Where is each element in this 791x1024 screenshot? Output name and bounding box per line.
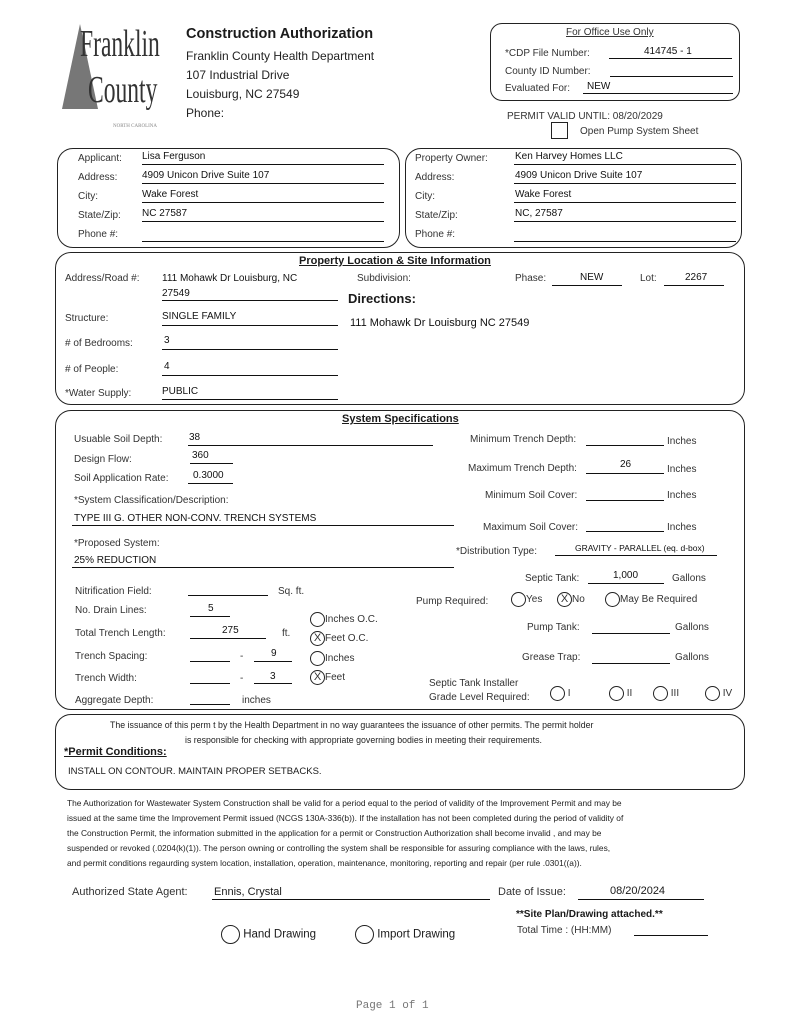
site-address-field[interactable] bbox=[162, 287, 338, 301]
grade-iii-label: III bbox=[670, 688, 680, 700]
trench-length-label: Total Trench Length: bbox=[75, 628, 166, 639]
agent-label: Authorized State Agent: bbox=[72, 886, 188, 898]
min-trench-field[interactable] bbox=[586, 432, 664, 446]
soil-depth-value: 38 bbox=[189, 432, 201, 443]
directions-label: Directions: bbox=[348, 291, 416, 306]
trench-width-dash: - bbox=[240, 673, 244, 684]
soil-depth-label: Usuable Soil Depth: bbox=[74, 434, 163, 445]
installer-label-1: Septic Tank Installer bbox=[429, 678, 519, 689]
aggregate-depth-field[interactable] bbox=[190, 691, 230, 705]
radio-icon bbox=[609, 686, 624, 701]
phase-value: NEW bbox=[580, 272, 604, 283]
width-unit-inches-label: Inches bbox=[325, 653, 355, 665]
department-address1: 107 Industrial Drive bbox=[186, 68, 290, 82]
pump-maybe-label: May Be Required bbox=[620, 594, 698, 606]
department-name: Franklin County Health Department bbox=[186, 49, 375, 63]
bedrooms-field[interactable] bbox=[162, 335, 338, 350]
radio-icon bbox=[511, 592, 526, 607]
applicant-phone-label: Phone #: bbox=[78, 229, 119, 240]
soil-depth-field[interactable] bbox=[188, 432, 433, 446]
owner-statezip-label: State/Zip: bbox=[415, 210, 458, 221]
evaluated-value: NEW bbox=[587, 81, 611, 92]
septic-tank-label: Septic Tank: bbox=[525, 573, 580, 584]
agent-value: Ennis, Crystal bbox=[214, 886, 282, 898]
applicant-value: Lisa Ferguson bbox=[142, 151, 206, 162]
owner-phone-field[interactable] bbox=[514, 226, 736, 242]
legal-line: the Construction Permit, the information submitted in the application for a permit or Construction Authorization shall become invalid , and may be bbox=[67, 828, 602, 838]
directions-value: 111 Mohawk Dr Louisburg NC 27549 bbox=[350, 317, 530, 329]
permit-notice-line1: The issuance of this perm t by the Health Department in no way guarantees the issuance of other permits. The permit holder bbox=[110, 720, 594, 730]
septic-tank-value: 1,000 bbox=[613, 570, 639, 581]
proposed-system-label: *Proposed System: bbox=[74, 538, 160, 549]
min-trench-label: Minimum Trench Depth: bbox=[470, 434, 577, 445]
pump-tank-unit: Gallons bbox=[675, 622, 709, 633]
grade-level-iii[interactable] bbox=[653, 686, 679, 701]
lot-value: 2267 bbox=[685, 272, 708, 283]
applicant-phone-field[interactable] bbox=[142, 226, 384, 242]
trench-spacing-value: 9 bbox=[271, 648, 277, 659]
trench-spacing-label: Trench Spacing: bbox=[75, 651, 148, 662]
people-field[interactable] bbox=[162, 361, 338, 376]
grease-trap-field[interactable] bbox=[592, 650, 670, 664]
applicant-address-value: 4909 Unicon Drive Suite 107 bbox=[142, 170, 270, 181]
radio-icon bbox=[355, 925, 374, 944]
cdp-label: *CDP File Number: bbox=[505, 48, 590, 59]
logo-county: County bbox=[88, 69, 158, 111]
legal-text bbox=[67, 796, 727, 871]
trench-width-min-field[interactable] bbox=[190, 670, 230, 684]
evaluated-label: Evaluated For: bbox=[505, 83, 571, 94]
people-value: 4 bbox=[164, 361, 170, 372]
applicant-label: Applicant: bbox=[78, 153, 122, 164]
pump-required-no[interactable] bbox=[557, 592, 585, 607]
legal-line: suspended or revoked (.0204(k)(1)). The person owning or controlling the system shall be responsible for assuring compliance with the laws, rules, bbox=[67, 843, 611, 853]
date-of-issue-value: 08/20/2024 bbox=[610, 885, 666, 897]
spacing-unit-inches-oc-label: Inches O.C. bbox=[325, 614, 378, 626]
logo-subtitle: NORTH CAROLINA bbox=[113, 124, 158, 129]
trench-width-label: Trench Width: bbox=[75, 673, 137, 684]
page-title: Construction Authorization bbox=[186, 26, 374, 42]
legal-line: issued at the same time the Improvement Permit issued (NCGS 130A-336(b)). If the installation has not been completed during the period of validity of bbox=[67, 813, 624, 823]
system-specs-title: System Specifications bbox=[342, 413, 459, 425]
import-drawing-option[interactable] bbox=[355, 925, 455, 944]
site-info-title: Property Location & Site Information bbox=[299, 255, 491, 267]
nitrification-unit: Sq. ft. bbox=[278, 586, 305, 597]
width-unit-feet-label: Feet bbox=[325, 672, 346, 684]
trench-spacing-min-field[interactable] bbox=[190, 648, 230, 662]
date-of-issue-label: Date of Issue: bbox=[498, 886, 566, 898]
pump-yes-label: Yes bbox=[526, 594, 543, 606]
radio-checked-icon: X bbox=[557, 592, 572, 607]
site-address-line1: 111 Mohawk Dr Louisburg, NC bbox=[162, 273, 298, 284]
classification-label: *System Classification/Description: bbox=[74, 495, 229, 506]
radio-icon bbox=[653, 686, 668, 701]
cdp-value: 414745 - 1 bbox=[644, 46, 692, 57]
max-trench-unit: Inches bbox=[667, 464, 697, 475]
trench-length-value: 275 bbox=[222, 625, 239, 636]
department-address2: Louisburg, NC 27549 bbox=[186, 87, 300, 101]
total-time-label: Total Time : (HH:MM) bbox=[517, 925, 612, 936]
spacing-unit-inches-oc[interactable] bbox=[310, 612, 378, 627]
legal-line: and permit conditions regaurding system location, installation, operation, maintenance, monitoring, reporting and repair (per rule .0301((a)). bbox=[67, 858, 582, 868]
drain-lines-value: 5 bbox=[208, 603, 214, 614]
page-number: Page 1 of 1 bbox=[356, 1000, 429, 1012]
open-pump-sheet-checkbox[interactable] bbox=[551, 122, 568, 139]
trench-length-unit: ft. bbox=[282, 628, 291, 639]
design-flow-value: 360 bbox=[192, 450, 209, 461]
classification-value: TYPE III G. OTHER NON-CONV. TRENCH SYSTEMS bbox=[74, 513, 317, 524]
pump-required-label: Pump Required: bbox=[416, 596, 489, 607]
total-time-field[interactable] bbox=[634, 922, 708, 936]
radio-icon bbox=[310, 612, 325, 627]
nitrification-label: Nitrification Field: bbox=[75, 586, 152, 597]
owner-city-value: Wake Forest bbox=[515, 189, 572, 200]
office-use-title: For Office Use Only bbox=[566, 27, 654, 38]
phase-label: Phase: bbox=[515, 273, 547, 284]
pump-tank-label: Pump Tank: bbox=[527, 622, 580, 633]
grease-trap-unit: Gallons bbox=[675, 652, 709, 663]
applicant-city-label: City: bbox=[78, 191, 98, 202]
width-unit-feet[interactable] bbox=[310, 670, 345, 685]
owner-city-label: City: bbox=[415, 191, 435, 202]
min-cover-unit: Inches bbox=[667, 490, 697, 501]
owner-address-value: 4909 Unicon Drive Suite 107 bbox=[515, 170, 643, 181]
permit-conditions-text: INSTALL ON CONTOUR. MAINTAIN PROPER SETBACKS. bbox=[68, 766, 322, 777]
open-pump-sheet-label: Open Pump System Sheet bbox=[580, 126, 699, 137]
distribution-label: *Distribution Type: bbox=[456, 546, 537, 557]
structure-value: SINGLE FAMILY bbox=[162, 311, 237, 322]
water-supply-value: PUBLIC bbox=[162, 386, 199, 397]
design-flow-label: Design Flow: bbox=[74, 454, 132, 465]
permit-notice-line2: is responsible for checking with appropriate governing bodies in meeting their requirements. bbox=[185, 735, 542, 745]
distribution-value: GRAVITY - PARALLEL (eq. d-box) bbox=[575, 543, 705, 553]
lot-label: Lot: bbox=[640, 273, 657, 284]
max-cover-unit: Inches bbox=[667, 522, 697, 533]
water-supply-label: *Water Supply: bbox=[65, 388, 132, 399]
hand-drawing-option[interactable] bbox=[221, 925, 316, 944]
structure-label: Structure: bbox=[65, 313, 109, 324]
applicant-statezip-label: State/Zip: bbox=[78, 210, 121, 221]
min-cover-field[interactable] bbox=[586, 487, 664, 501]
applicant-statezip-value: NC 27587 bbox=[142, 208, 188, 219]
grade-level-iv[interactable] bbox=[705, 686, 732, 701]
site-address-line2: 27549 bbox=[162, 288, 190, 299]
grade-level-ii[interactable] bbox=[609, 686, 632, 701]
max-cover-label: Maximum Soil Cover: bbox=[483, 522, 579, 533]
site-plan-note: **Site Plan/Drawing attached.** bbox=[516, 909, 663, 920]
logo-franklin: Franklin bbox=[80, 23, 160, 65]
radio-checked-icon: X bbox=[310, 670, 325, 685]
site-address-label: Address/Road #: bbox=[65, 273, 140, 284]
grade-ii-label: II bbox=[626, 688, 633, 700]
septic-tank-unit: Gallons bbox=[672, 573, 706, 584]
radio-icon bbox=[605, 592, 620, 607]
grease-trap-label: Grease Trap: bbox=[522, 652, 581, 663]
trench-spacing-dash: - bbox=[240, 651, 244, 662]
pump-required-yes[interactable] bbox=[511, 592, 542, 607]
county-id-field[interactable] bbox=[610, 64, 733, 77]
trench-width-value: 3 bbox=[270, 671, 276, 682]
app-rate-value: 0.3000 bbox=[193, 470, 224, 481]
applicant-city-value: Wake Forest bbox=[142, 189, 199, 200]
owner-phone-label: Phone #: bbox=[415, 229, 456, 240]
max-cover-field[interactable] bbox=[586, 518, 664, 532]
pump-no-label: No bbox=[572, 594, 585, 606]
grade-iv-label: IV bbox=[722, 688, 733, 700]
people-label: # of People: bbox=[65, 364, 119, 375]
radio-icon bbox=[310, 651, 325, 666]
width-unit-inches[interactable] bbox=[310, 651, 354, 666]
aggregate-depth-unit: inches bbox=[242, 695, 271, 706]
aggregate-depth-label: Aggregate Depth: bbox=[75, 695, 154, 706]
subdivision-label: Subdivision: bbox=[357, 273, 411, 284]
radio-icon bbox=[705, 686, 720, 701]
drain-lines-label: No. Drain Lines: bbox=[75, 605, 147, 616]
proposed-system-value: 25% REDUCTION bbox=[74, 555, 157, 566]
owner-value: Ken Harvey Homes LLC bbox=[515, 151, 623, 162]
spacing-unit-feet-oc-label: Feet O.C. bbox=[325, 633, 369, 645]
grade-level-i[interactable] bbox=[550, 686, 571, 701]
min-cover-label: Minimum Soil Cover: bbox=[485, 490, 578, 501]
pump-required-maybe[interactable] bbox=[605, 592, 697, 607]
radio-checked-icon: X bbox=[310, 631, 325, 646]
permit-conditions-title: *Permit Conditions: bbox=[64, 746, 167, 758]
max-trench-value: 26 bbox=[620, 459, 632, 470]
import-drawing-label: Import Drawing bbox=[377, 928, 456, 941]
bedrooms-value: 3 bbox=[164, 335, 170, 346]
spacing-unit-feet-oc[interactable] bbox=[310, 631, 368, 646]
permit-valid-until: PERMIT VALID UNTIL: 08/20/2029 bbox=[507, 111, 663, 122]
bedrooms-label: # of Bedrooms: bbox=[65, 338, 133, 349]
legal-line: The Authorization for Wastewater System Construction shall be valid for a period equal to the period of validity of the Improvement Permit and may be bbox=[67, 798, 622, 808]
nitrification-field[interactable] bbox=[188, 582, 268, 596]
radio-icon bbox=[221, 925, 240, 944]
department-phone-label: Phone: bbox=[186, 106, 225, 120]
max-trench-label: Maximum Trench Depth: bbox=[468, 463, 577, 474]
radio-icon bbox=[550, 686, 565, 701]
owner-address-label: Address: bbox=[415, 172, 455, 183]
owner-label: Property Owner: bbox=[415, 153, 488, 164]
min-trench-unit: Inches bbox=[667, 436, 697, 447]
pump-tank-field[interactable] bbox=[592, 620, 670, 634]
app-rate-label: Soil Application Rate: bbox=[74, 473, 169, 484]
owner-statezip-value: NC, 27587 bbox=[515, 208, 563, 219]
county-id-label: County ID Number: bbox=[505, 66, 591, 77]
grade-i-label: I bbox=[567, 688, 571, 700]
hand-drawing-label: Hand Drawing bbox=[243, 928, 317, 941]
applicant-address-label: Address: bbox=[78, 172, 118, 183]
installer-label-2: Grade Level Required: bbox=[429, 692, 530, 703]
